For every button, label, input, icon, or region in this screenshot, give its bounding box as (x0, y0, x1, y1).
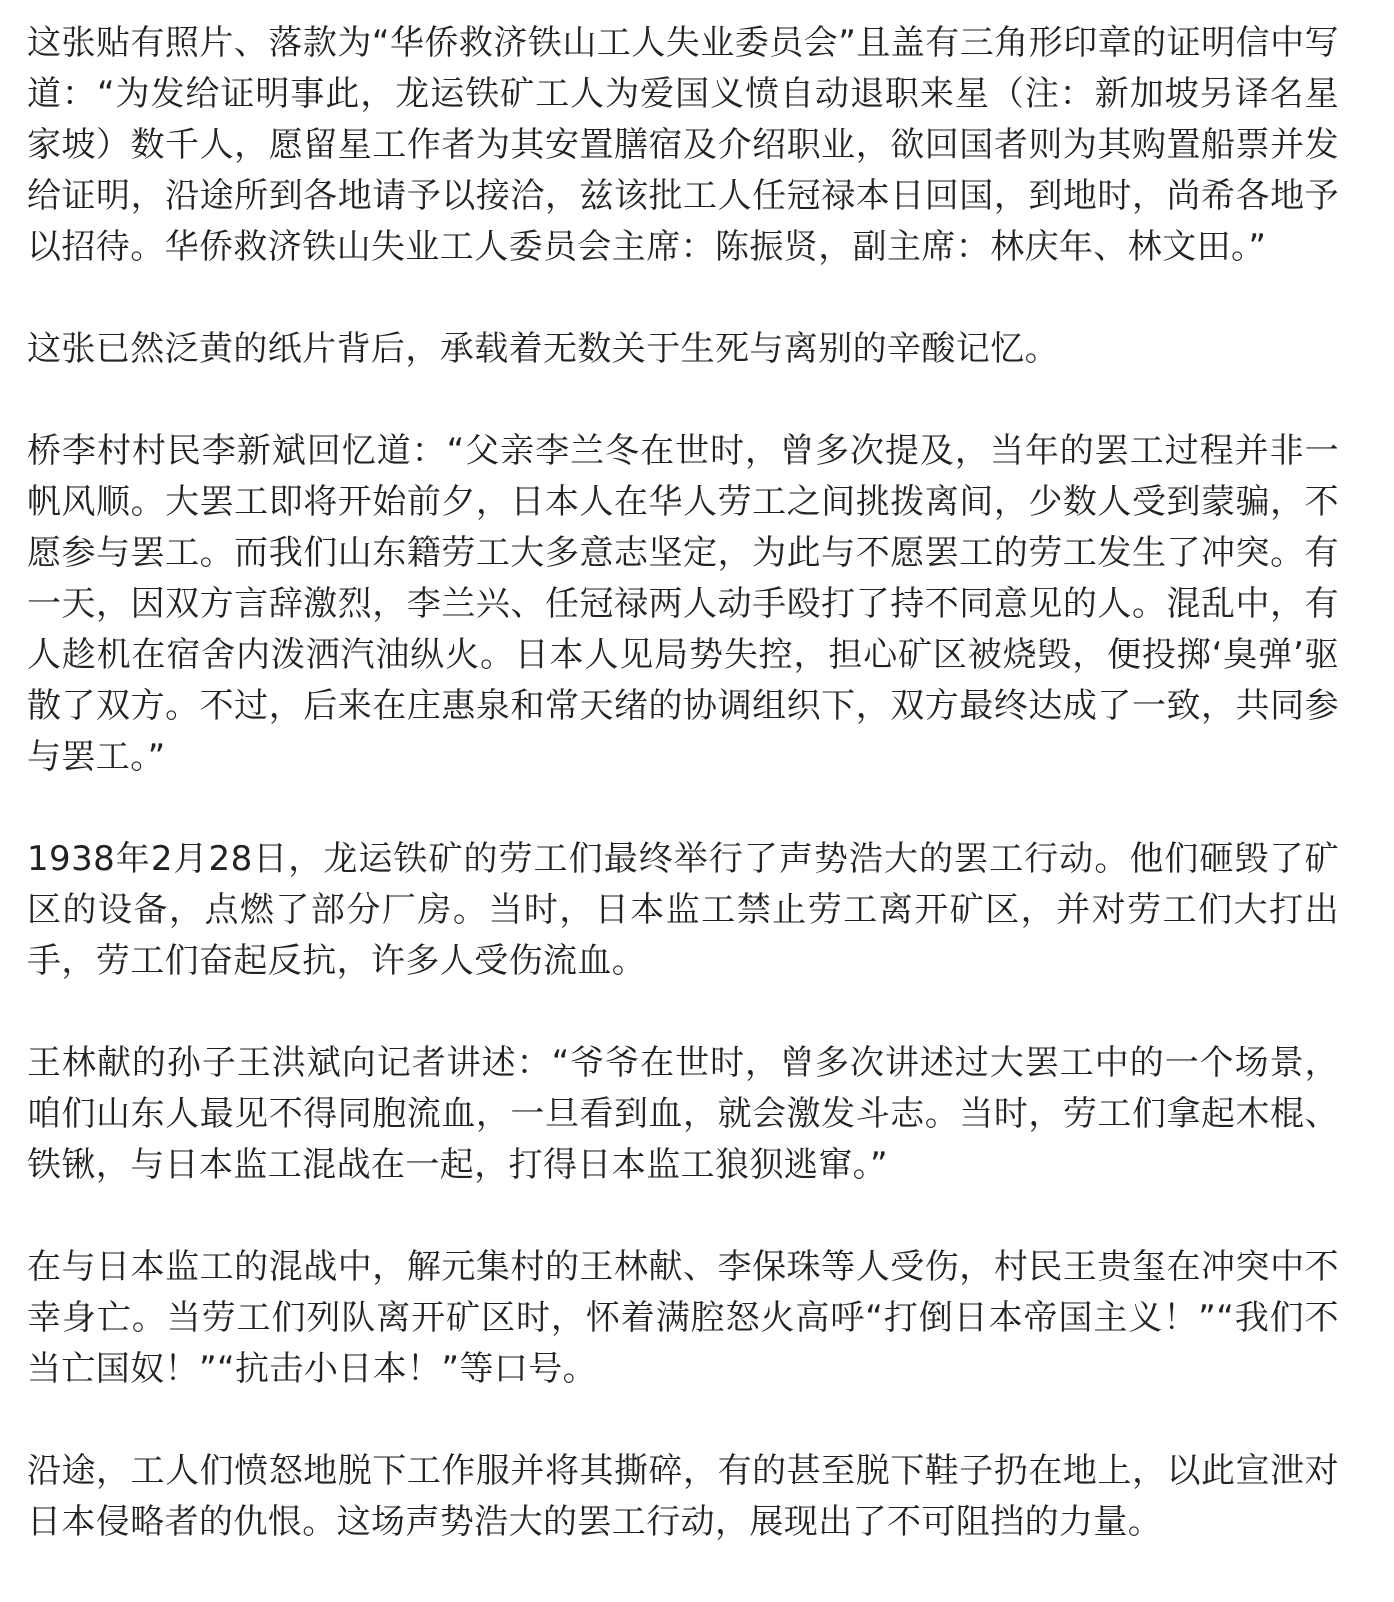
paragraph-wang-hongbin-account: 王林献的孙子王洪斌向记者讲述：“爷爷在世时，曾多次讲述过大罢工中的一个场景，咱们山东人最见不得同胞流血，一旦看到血，就会激发斗志。当时，劳工们拿起木棍、铁锹，与日本监工混战在一起，打得日本监工狼狈逃窜。” (27, 1043, 1339, 1185)
paragraph-brawl-casualties: 在与日本监工的混战中，解元集村的王林献、李保珠等人受伤，村民王贵玺在冲突中不幸身亡。当劳工们列队离开矿区时，怀着满腔怒火高呼“打倒日本帝国主义！”“我们不当亡国奴！”“抗击小日本！”等口号。 (27, 1247, 1339, 1389)
paragraph-strike-1938: 1938年2月28日，龙运铁矿的劳工们最终举行了声势浩大的罢工行动。他们砸毁了矿区的设备，点燃了部分厂房。当时，日本监工禁止劳工离开矿区，并对劳工们大打出手，劳工们奋起反抗，许多人受伤流血。 (27, 839, 1339, 981)
paragraph-protest-along-route: 沿途，工人们愤怒地脱下工作服并将其撕碎，有的甚至脱下鞋子扔在地上，以此宣泄对日本侵略者的仇恨。这场声势浩大的罢工行动，展现出了不可阻挡的力量。 (27, 1451, 1339, 1542)
article-body (27, 18, 1339, 1548)
paragraph-yellowed-paper: 这张已然泛黄的纸片背后，承载着无数关于生死与离别的辛酸记忆。 (27, 329, 1059, 369)
paragraph-certificate-letter: 这张贴有照片、落款为“华侨救济铁山工人失业委员会”且盖有三角形印章的证明信中写道：“为发给证明事此，龙运铁矿工人为爱国义愤自动退职来星（注：新加坡另译名星家坡）数千人，愿留星工作者为其安置膳宿及介绍职业，欲回国者则为其购置船票并发给证明，沿途所到各地请予以接洽，兹该批工人任冠禄本日回国，到地时，尚希各地予以招待。华侨救济铁山失业工人委员会主席：陈振贤，副主席：林庆年、林文田。” (27, 23, 1339, 267)
paragraph-li-xinbin-recollection: 桥李村村民李新斌回忆道：“父亲李兰冬在世时，曾多次提及，当年的罢工过程并非一帆风顺。大罢工即将开始前夕，日本人在华人劳工之间挑拨离间，少数人受到蒙骗，不愿参与罢工。而我们山东籍劳工大多意志坚定，为此与不愿罢工的劳工发生了冲突。有一天，因双方言辞激烈，李兰兴、任冠禄两人动手殴打了持不同意见的人。混乱中，有人趁机在宿舍内泼洒汽油纵火。日本人见局势失控，担心矿区被烧毁，便投掷‘臭弹’驱散了双方。不过，后来在庄惠泉和常天绪的协调组织下，双方最终达成了一致，共同参与罢工。” (27, 431, 1339, 777)
